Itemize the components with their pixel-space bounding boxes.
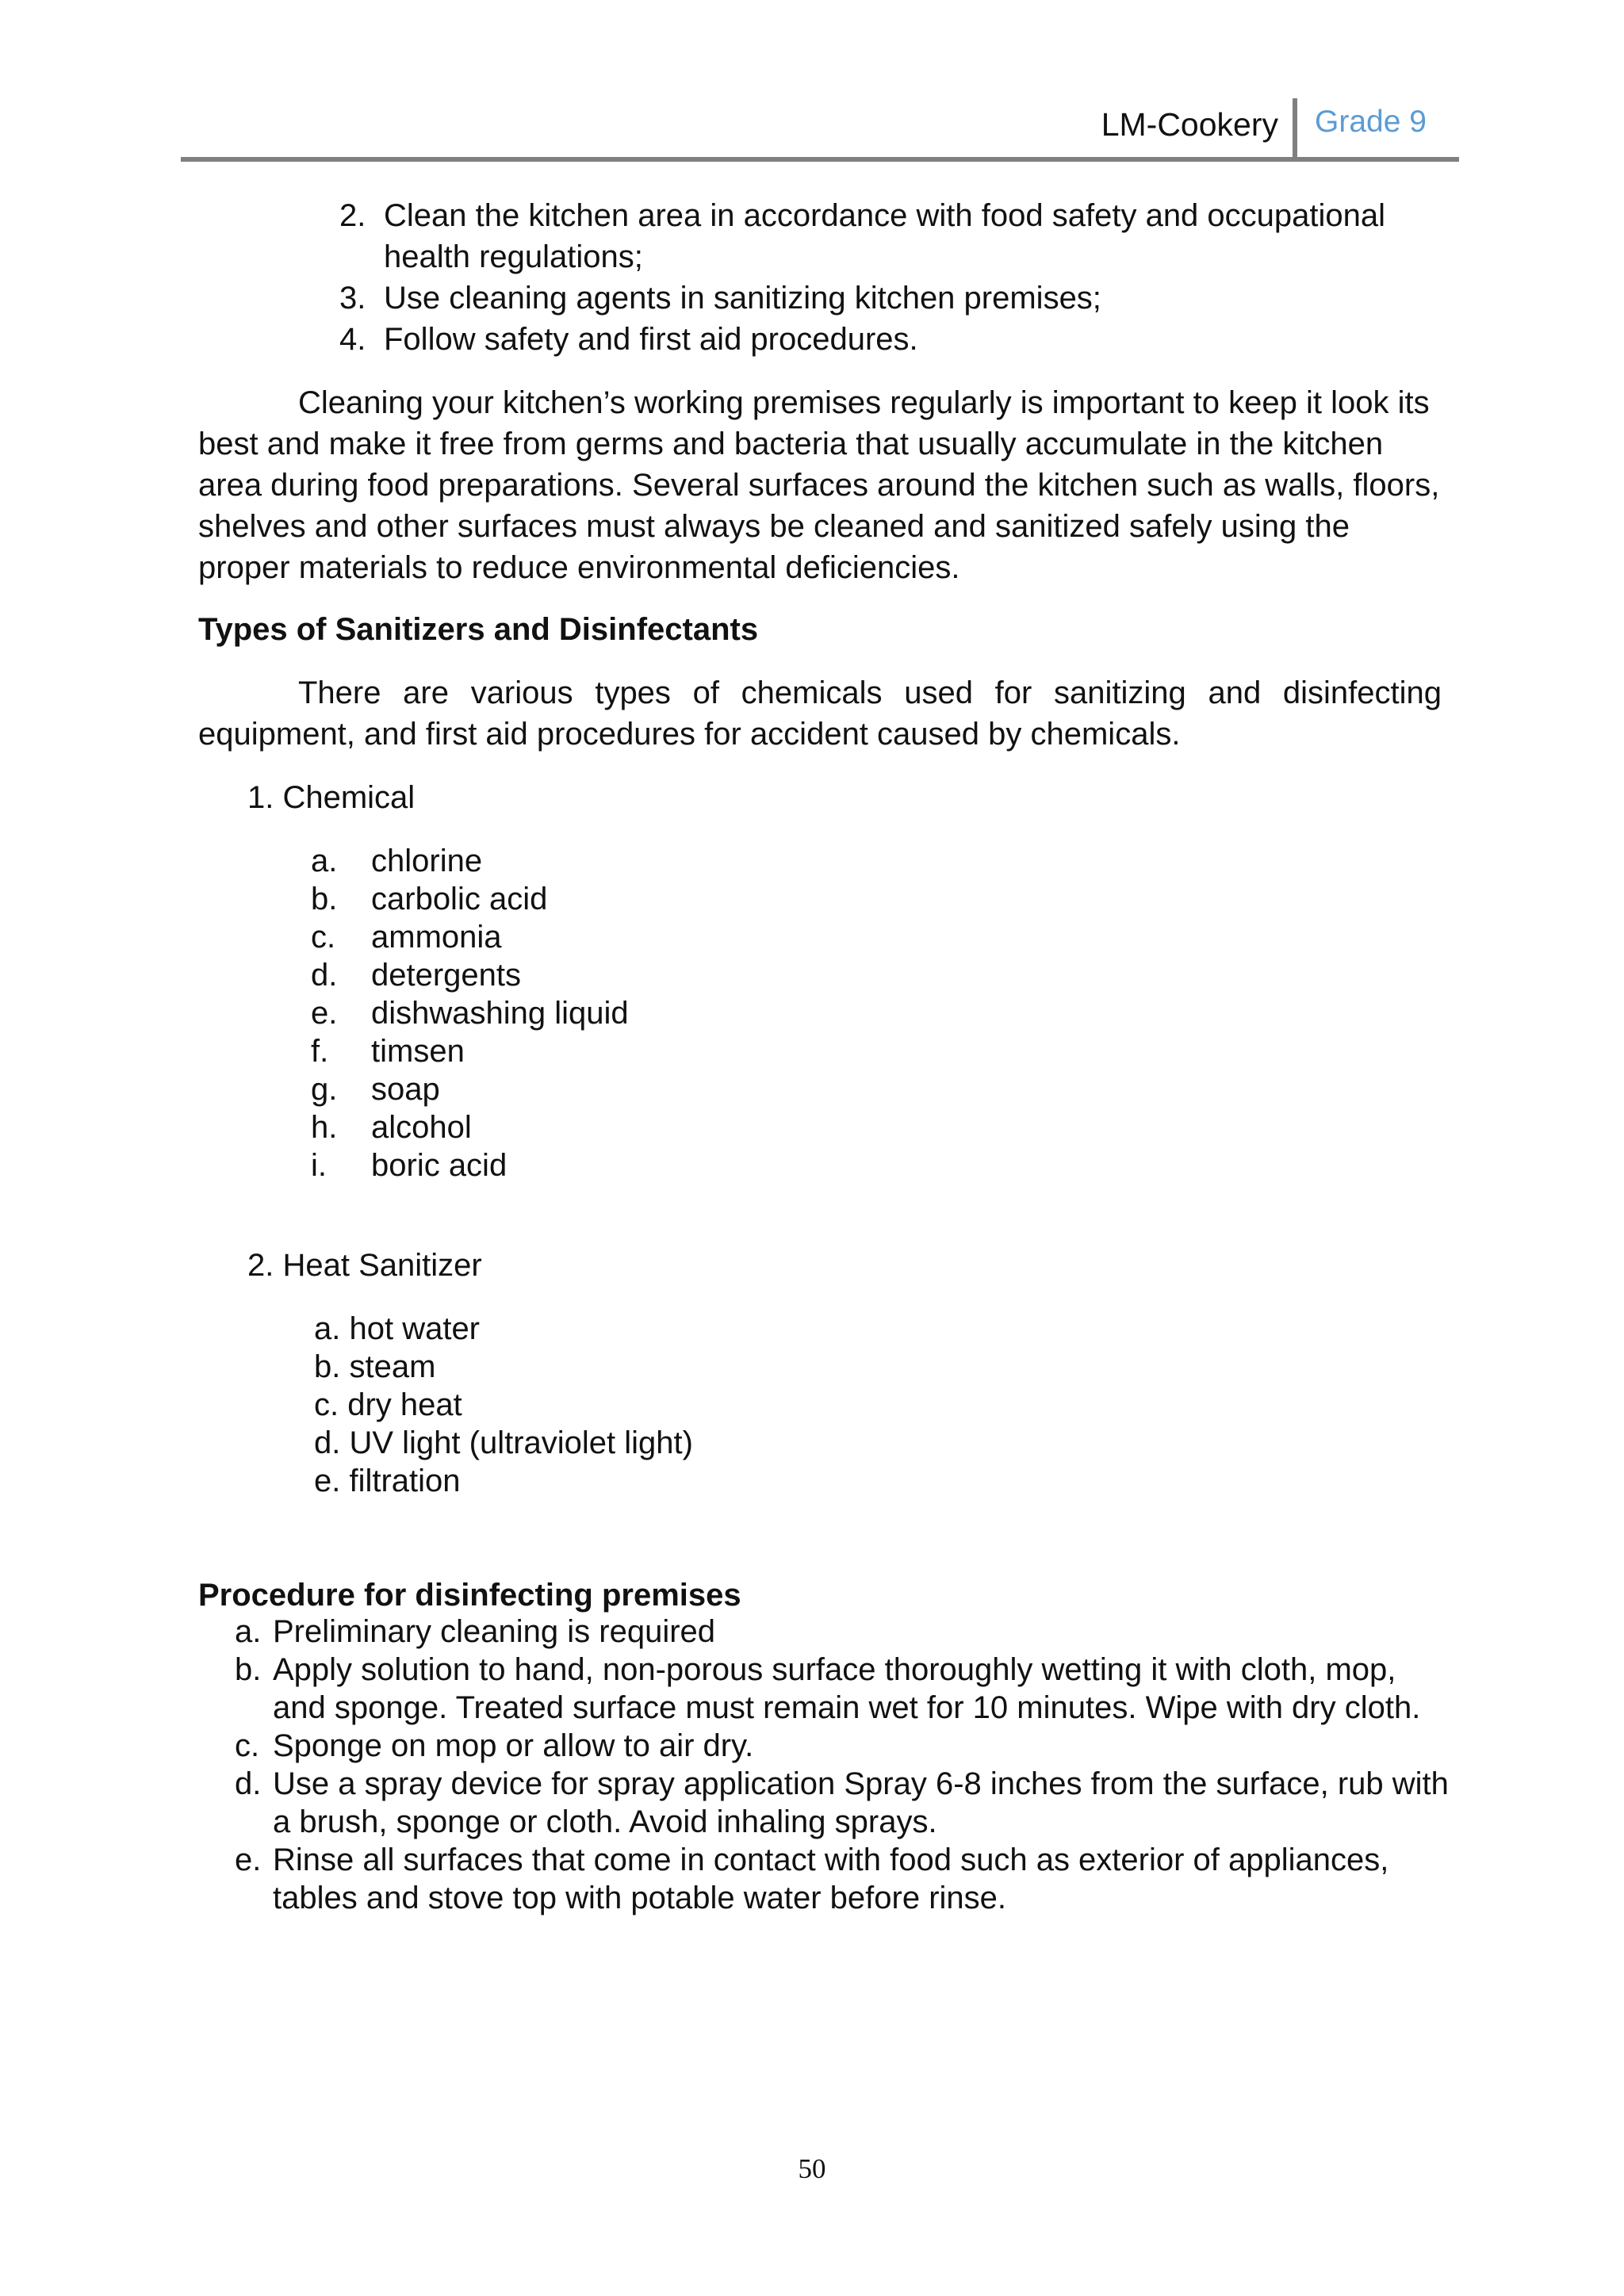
item-text: alcohol [371,1110,472,1145]
item-letter: d. [311,958,338,993]
item-letter: g. [311,1072,338,1107]
list-item [235,1765,1456,1841]
list-item: d. UV light (ultraviolet light) [314,1425,693,1460]
objective-text: Follow safety and first aid procedures. [384,322,918,357]
item-letter: a. [311,844,338,878]
item-text: timsen [371,1034,465,1069]
heat-sanitizer-list [314,1310,693,1500]
list-item [235,1651,1456,1727]
objective-item [339,319,1450,360]
list-item [235,1841,1456,1917]
item-letter: c. [311,920,336,955]
list-item [311,1070,629,1108]
item-letter: a. [235,1614,262,1649]
list-item [311,1146,629,1184]
objective-text: Use cleaning agents in sanitizing kitchen premises; [384,281,1101,316]
header-grade-label: Grade 9 [1315,105,1427,139]
item-text: soap [371,1072,440,1107]
list-item [235,1613,1456,1651]
header-course-title: LM-Cookery [1101,106,1278,143]
page-header [181,98,1459,162]
item-text: detergents [371,958,522,993]
item-text: Rinse all surfaces that come in contact with food such as exterior of appliances, tables and stove top with potable water before rinse. [273,1843,1389,1915]
header-rule [181,157,1459,162]
procedure-heading: Procedure for disinfecting premises [198,1578,741,1613]
item-text: Preliminary cleaning is required [273,1614,716,1649]
intro-paragraph: Cleaning your kitchen’s working premises regularly is important to keep it look its best and make it free from germs and bacteria that usually accumulate in the kitchen area during food preparations. Several surfaces around the kitchen such as walls, floors, shelves and other surfaces must always be cleaned and sanitized safely using the proper materials to reduce environmental deficiencies. [198,385,1440,585]
list-item: e. filtration [314,1464,461,1498]
objective-item [339,195,1450,277]
objectives-list [339,195,1450,360]
item-letter: h. [311,1110,338,1145]
item-letter: e. [235,1843,262,1877]
item-text: chlorine [371,844,483,878]
list-item [311,880,629,918]
item-letter: i. [311,1148,327,1183]
list-item [311,1108,629,1146]
objective-number: 2. [339,198,366,233]
item-text: boric acid [371,1148,508,1183]
chemical-list [311,842,629,1184]
list-item: b. steam [314,1349,436,1384]
objective-number: 3. [339,281,366,316]
item-letter: c. [235,1728,260,1763]
item-text: Apply solution to hand, non-porous surface thoroughly wetting it with cloth, mop, and sponge. Treated surface must remain wet for 10 minutes. Wipe with dry cloth. [273,1652,1421,1725]
list-item: c. dry heat [314,1387,462,1422]
item-letter: f. [311,1034,329,1069]
chemical-label: 1. Chemical [247,780,416,815]
objective-item [339,277,1450,319]
list-item [311,994,629,1032]
types-paragraph: There are various types of chemicals used for sanitizing and disinfecting equipment, and first aid procedures for accident caused by chemicals. [198,675,1442,752]
types-heading: Types of Sanitizers and Disinfectants [198,612,759,647]
header-divider [1293,98,1297,160]
page-number: 50 [798,2153,826,2184]
objective-number: 4. [339,322,366,357]
item-letter: b. [235,1652,262,1687]
list-item [235,1727,1456,1765]
procedure-list [235,1613,1456,1917]
item-letter: d. [235,1766,262,1801]
item-text: carbolic acid [371,882,548,916]
list-item [311,1032,629,1070]
item-text: Sponge on mop or allow to air dry. [273,1728,754,1763]
heat-sanitizer-label: 2. Heat Sanitizer [247,1248,482,1283]
list-item [311,918,629,956]
list-item [311,842,629,880]
item-text: dishwashing liquid [371,996,629,1031]
item-letter: b. [311,882,338,916]
item-text: Use a spray device for spray application Spray 6-8 inches from the surface, rub with a brush, sponge or cloth. Avoid inhaling sprays. [273,1766,1449,1839]
list-item [311,956,629,994]
item-text: ammonia [371,920,502,955]
item-letter: e. [311,996,338,1031]
objective-text: Clean the kitchen area in accordance with food safety and occupational health regulations; [384,198,1386,274]
list-item: a. hot water [314,1311,481,1346]
